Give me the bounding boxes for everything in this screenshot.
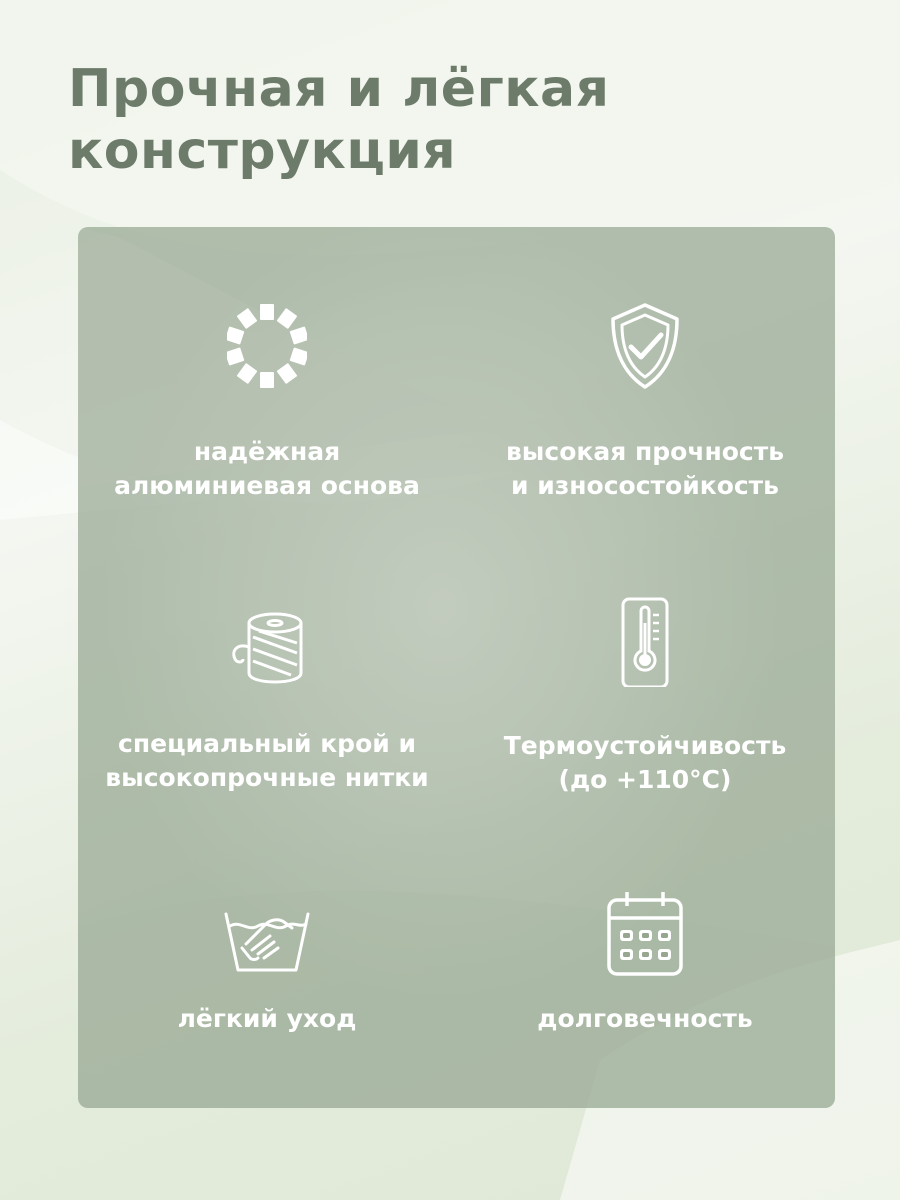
circle-segments-icon: [227, 301, 307, 391]
feature-label-line-1: Термоустойчивость: [503, 731, 787, 760]
feature-label: [88, 435, 446, 503]
feature-label-line-1: надёжная: [193, 437, 341, 466]
page-title-line-1: Прочная и лёгкая: [68, 59, 610, 119]
feature-label: [466, 729, 824, 797]
feature-label-line-2: (до +110°C): [558, 765, 732, 794]
page-title: [68, 58, 610, 182]
feature-label: [88, 1002, 446, 1036]
feature-label-line-2: высокопрочные нитки: [105, 763, 429, 792]
feature-label-line-2: алюминиевая основа: [114, 471, 420, 500]
panel-glow: [78, 227, 835, 1108]
hand-wash-icon: [222, 888, 312, 978]
shield-check-icon: [605, 301, 685, 391]
feature-label: [466, 1002, 824, 1036]
feature-label-line-1: лёгкий уход: [177, 1004, 357, 1033]
calendar-icon: [605, 888, 685, 978]
feature-label-line-2: и износостойкость: [511, 471, 779, 500]
feature-label-line-1: специальный крой и: [118, 729, 416, 758]
feature-label: [88, 727, 446, 795]
features-panel: [78, 227, 835, 1108]
feature-label-line-1: долговечность: [537, 1004, 753, 1033]
thread-spool-icon: [227, 603, 307, 693]
page-title-line-2: конструкция: [68, 121, 457, 181]
feature-label-line-1: высокая прочность: [505, 437, 785, 466]
thermometer-icon: [605, 597, 685, 687]
feature-label: [466, 435, 824, 503]
